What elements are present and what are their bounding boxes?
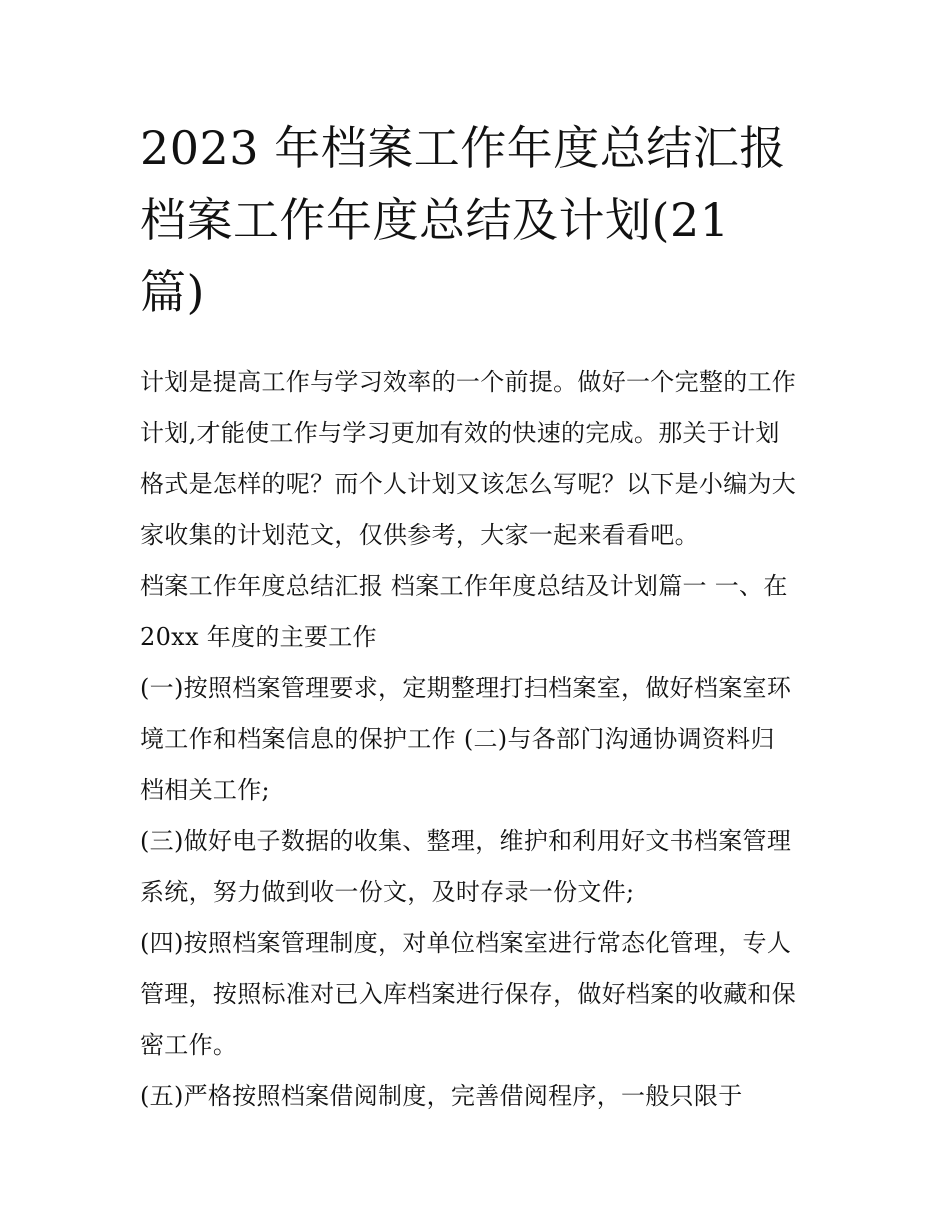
body-line-8: 境工作和档案信息的保护工作 (二)与各部门沟通协调资料归 [140,725,775,753]
title-line-1: 2023 年档案工作年度总结汇报 [140,121,786,175]
body-line-12: (四)按照档案管理制度，对单位档案室进行常态化管理，专人 [140,929,792,957]
body-line-1: 计划是提高工作与学习效率的一个前提。做好一个完整的工作 [140,368,797,396]
document-body [140,357,820,1122]
title-line-3: 篇) [140,265,205,319]
body-line-13: 管理，按照标准对已入库档案进行保存，做好档案的收藏和保 [140,980,797,1008]
body-line-10: (三)做好电子数据的收集、整理，维护和利用好文书档案管理 [140,827,792,855]
body-line-14: 密工作。 [140,1031,238,1059]
body-line-7: (一)按照档案管理要求，定期整理打扫档案室，做好档案室环 [140,674,792,702]
document-title [140,112,820,328]
body-line-15: (五)严格按照档案借阅制度，完善借阅程序，一般只限于 [140,1082,743,1110]
body-line-3: 格式是怎样的呢？而个人计划又该怎么写呢？以下是小编为大 [140,470,797,498]
body-line-9: 档相关工作; [140,776,270,804]
body-line-6: 20xx 年度的主要工作 [140,623,377,651]
body-line-11: 系统，努力做到收一份文，及时存录一份文件; [140,878,635,906]
title-line-2: 档案工作年度总结及计划(21 [140,193,730,247]
body-line-2: 计划,才能使工作与学习更加有效的快速的完成。那关于计划 [140,419,780,447]
body-line-4: 家收集的计划范文，仅供参考，大家一起来看看吧。 [140,521,699,549]
body-line-5: 档案工作年度总结汇报 档案工作年度总结及计划篇一 一、在 [140,572,788,600]
